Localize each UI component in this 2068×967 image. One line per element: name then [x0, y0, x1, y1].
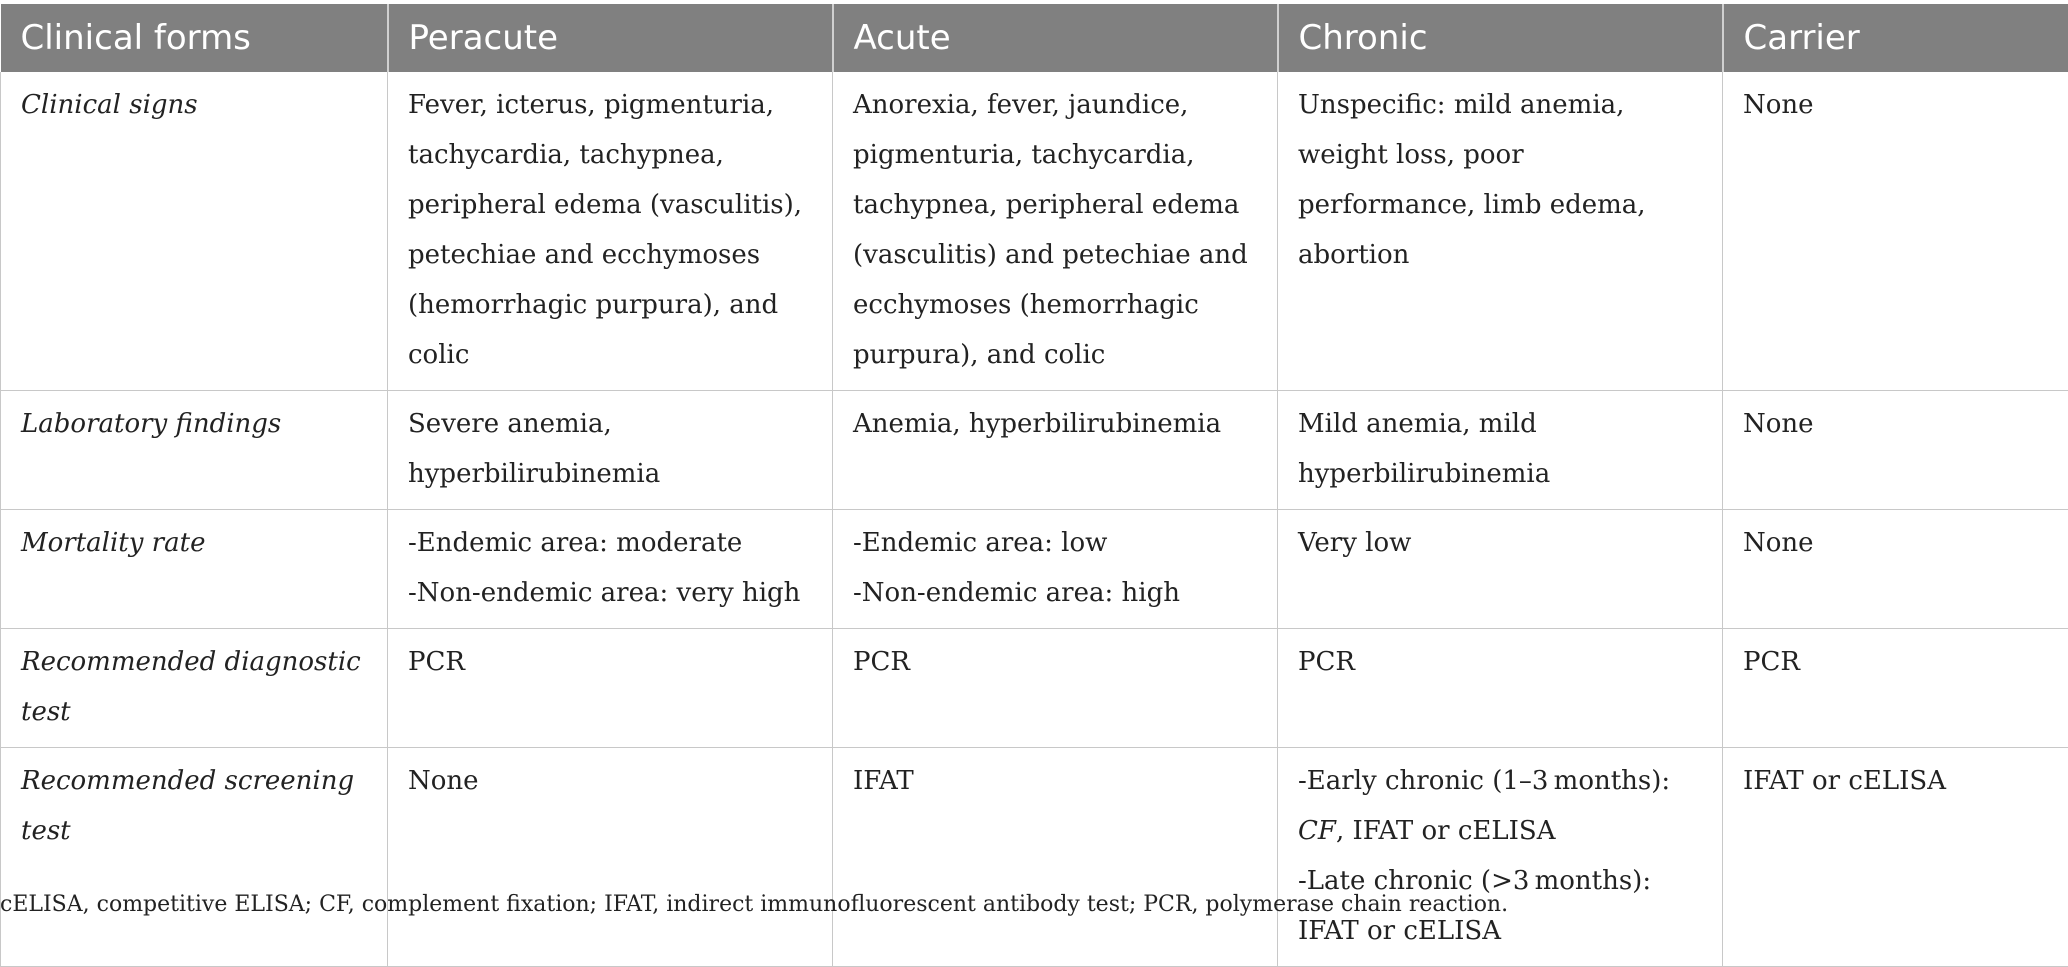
cell-carrier: None	[1723, 391, 2068, 510]
row-label: Laboratory findings	[1, 391, 388, 510]
clinical-forms-table	[0, 4, 2068, 967]
table-row-recommended-diagnostic-test	[1, 629, 2068, 748]
table-row-clinical-signs	[1, 72, 2068, 391]
cell-peracute: Severe anemia, hyperbilirubinemia	[388, 391, 833, 510]
cell-acute: IFAT	[833, 748, 1278, 967]
cell-carrier: PCR	[1723, 629, 2068, 748]
cell-peracute	[388, 510, 833, 629]
cell-acute	[833, 510, 1278, 629]
cell-line	[1298, 756, 1702, 856]
cell-line: -Late chronic (>3 months): IFAT or cELISA	[1298, 856, 1702, 956]
table-row-recommended-screening-test	[1, 748, 2068, 967]
row-label: Recommended screening test	[1, 748, 388, 967]
cell-acute: PCR	[833, 629, 1278, 748]
header-peracute: Peracute	[388, 4, 833, 72]
cell-peracute: None	[388, 748, 833, 967]
clinical-forms-table-wrapper	[0, 4, 2068, 967]
cell-chronic: Unspecific: mild anemia, weight loss, poor performance, limb edema, abortion	[1278, 72, 1723, 391]
cell-carrier: IFAT or cELISA	[1723, 748, 2068, 967]
cell-carrier: None	[1723, 72, 2068, 391]
cell-line: -Non-endemic area: very high	[408, 568, 812, 618]
cell-line: -Endemic area: low	[853, 518, 1257, 568]
cell-chronic: Very low	[1278, 510, 1723, 629]
cell-acute: Anorexia, fever, jaundice, pigmenturia, tachycardia, tachypnea, peripheral edema (vasculitis) and petechiae and ecchymoses (hemorrhagic purpura), and colic	[833, 72, 1278, 391]
cell-text-emphasis: CF	[1298, 816, 1336, 846]
header-acute: Acute	[833, 4, 1278, 72]
header-chronic: Chronic	[1278, 4, 1723, 72]
cell-chronic: Mild anemia, mild hyperbilirubinemia	[1278, 391, 1723, 510]
cell-carrier: None	[1723, 510, 2068, 629]
cell-chronic	[1278, 748, 1723, 967]
cell-line: -Non-endemic area: high	[853, 568, 1257, 618]
table-row-mortality-rate	[1, 510, 2068, 629]
row-label: Clinical signs	[1, 72, 388, 391]
cell-text: , IFAT or cELISA	[1336, 816, 1556, 846]
header-clinical-forms: Clinical forms	[1, 4, 388, 72]
cell-chronic: PCR	[1278, 629, 1723, 748]
cell-line: -Endemic area: moderate	[408, 518, 812, 568]
cell-peracute: Fever, icterus, pigmenturia, tachycardia, tachypnea, peripheral edema (vasculitis), petechiae and ecchymoses (hemorrhagic purpura), and colic	[388, 72, 833, 391]
cell-text: -Early chronic (1–3 months):	[1298, 766, 1670, 796]
cell-peracute: PCR	[388, 629, 833, 748]
row-label: Recommended diagnostic test	[1, 629, 388, 748]
table-row-laboratory-findings	[1, 391, 2068, 510]
table-header-row	[1, 4, 2068, 72]
cell-acute: Anemia, hyperbilirubinemia	[833, 391, 1278, 510]
header-carrier: Carrier	[1723, 4, 2068, 72]
row-label: Mortality rate	[1, 510, 388, 629]
table-footnote: cELISA, competitive ELISA; CF, complement fixation; IFAT, indirect immunofluorescent antibody test; PCR, polymerase chain reaction.	[0, 892, 1508, 917]
